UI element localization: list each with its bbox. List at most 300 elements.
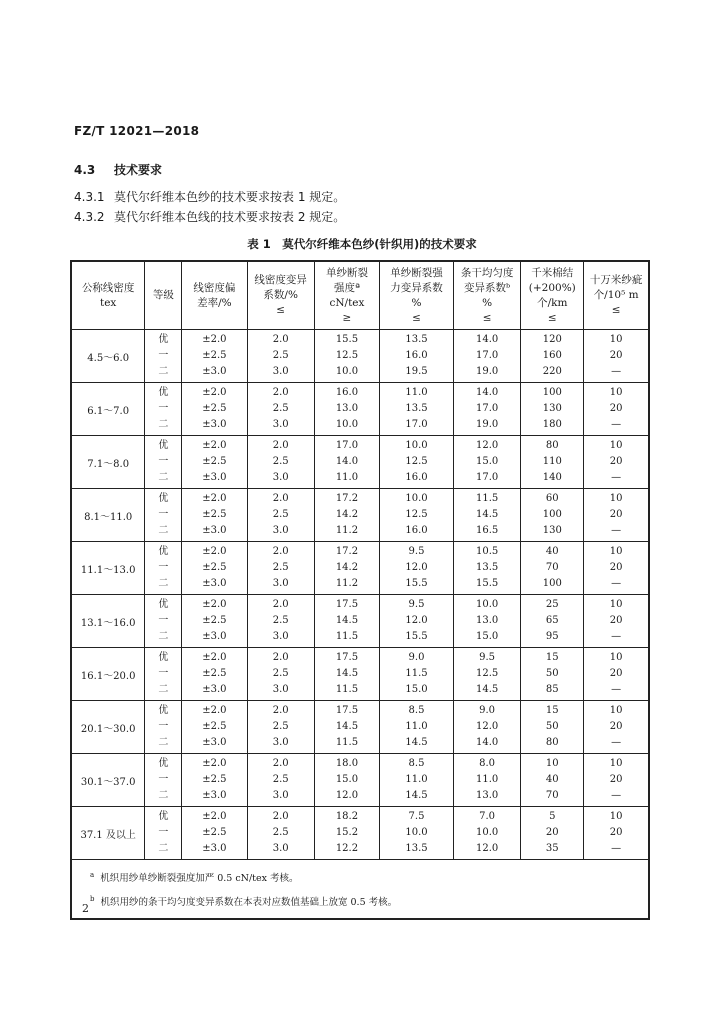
footnotes-cell	[71, 860, 649, 920]
yarn-faults-cell	[584, 701, 649, 754]
yarn-faults-cell	[584, 383, 649, 436]
density-deviation-value: ±3.0	[202, 737, 227, 748]
evenness-cv-value: 12.0	[475, 440, 499, 451]
header-line: 条干均匀度	[460, 266, 514, 279]
clause-text: 莫代尔纤维本色线的技术要求按表 2 规定。	[114, 210, 346, 224]
yarn-faults-value: 10	[609, 546, 623, 557]
header-line: ≤	[276, 304, 286, 316]
density-cv-cell	[247, 701, 314, 754]
yarn-faults-value: 10	[609, 440, 623, 451]
density-deviation-value: ±2.0	[202, 387, 227, 398]
density-cv-cell	[247, 807, 314, 860]
strength-cv-value: 10.0	[405, 440, 428, 451]
strength-cv-cell	[380, 383, 454, 436]
yarn-faults-value: 10	[609, 705, 623, 716]
breaking-strength-cell	[314, 436, 379, 489]
table-title: 表 1 莫代尔纤维本色纱(针织用)的技术要求	[247, 237, 477, 251]
density-deviation-value: ±3.0	[202, 419, 227, 430]
header-line: cN/tex	[329, 296, 365, 309]
yarn-faults-value: 10	[609, 758, 623, 769]
table-row	[71, 542, 649, 595]
neps-cell	[521, 807, 584, 860]
grade-cell	[145, 489, 182, 542]
yarn-faults-value: 10	[609, 493, 623, 504]
evenness-cv-value: 16.5	[475, 525, 499, 536]
neps-value: 100	[542, 509, 562, 520]
breaking-strength-cell	[314, 648, 379, 701]
evenness-cv-value: 14.5	[475, 509, 499, 520]
evenness-cv-value: 17.0	[475, 350, 499, 361]
evenness-cv-value: 17.0	[475, 403, 499, 414]
density-deviation-cell	[182, 701, 247, 754]
evenness-cv-value: 9.5	[479, 652, 496, 663]
density-deviation-value: ±2.5	[202, 403, 227, 414]
evenness-cv-value: 14.0	[475, 387, 499, 398]
density-deviation-value: ±3.0	[202, 472, 227, 483]
breaking-strength-cell	[314, 542, 379, 595]
header-line: 个/km	[537, 296, 568, 309]
breaking-strength-value: 17.5	[335, 705, 359, 716]
grade-label: 一	[158, 562, 169, 573]
table-row	[71, 595, 649, 648]
strength-cv-value: 12.0	[405, 562, 428, 573]
yarn-faults-value: 10	[609, 387, 623, 398]
yarn-faults-cell	[584, 330, 649, 383]
yarn-faults-value: 20	[609, 350, 623, 361]
breaking-strength-value: 16.0	[335, 387, 359, 398]
clause-text: 莫代尔纤维本色纱的技术要求按表 1 规定。	[114, 190, 346, 204]
grade-cell	[145, 807, 182, 860]
footnote	[90, 889, 648, 913]
yarn-faults-value: —	[611, 525, 622, 536]
yarn-faults-value: 20	[609, 774, 623, 785]
density-deviation-value: ±3.0	[202, 790, 227, 801]
density-cv-value: 3.0	[272, 843, 289, 854]
neps-value: 220	[542, 366, 562, 377]
strength-cv-cell	[380, 330, 454, 383]
neps-value: 65	[545, 615, 559, 626]
col-evenness-cv-header	[453, 261, 520, 330]
density-cv-value: 3.0	[272, 366, 289, 377]
strength-cv-cell	[380, 807, 454, 860]
density-deviation-cell	[182, 436, 247, 489]
density-cv-value: 2.5	[272, 721, 289, 732]
strength-cv-value: 15.5	[405, 631, 428, 642]
header-line: 个/10⁵ m	[593, 289, 639, 301]
density-deviation-value: ±2.0	[202, 705, 227, 716]
density-cv-value: 3.0	[272, 419, 289, 430]
header-line: 单纱断裂强	[390, 266, 443, 279]
grade-label: 优	[158, 652, 169, 663]
evenness-cv-value: 11.5	[475, 493, 499, 504]
breaking-strength-value: 12.2	[335, 843, 359, 854]
grade-cell	[145, 330, 182, 383]
breaking-strength-value: 14.5	[335, 721, 359, 732]
table-row	[71, 701, 649, 754]
neps-value: 130	[542, 403, 562, 414]
evenness-cv-cell	[453, 648, 520, 701]
strength-cv-cell	[380, 701, 454, 754]
strength-cv-value: 11.0	[405, 774, 428, 785]
strength-cv-value: 7.5	[408, 811, 425, 822]
grade-label: 二	[158, 737, 169, 748]
density-deviation-value: ±2.0	[202, 334, 227, 345]
header-line: %	[411, 296, 422, 309]
grade-cell	[145, 701, 182, 754]
density-cv-value: 2.0	[272, 493, 289, 504]
strength-cv-value: 13.5	[405, 334, 428, 345]
grade-label: 二	[158, 419, 169, 430]
neps-value: 50	[545, 721, 559, 732]
nominal-density-cell: 13.1～16.0	[71, 595, 145, 648]
col-neps-header	[521, 261, 584, 330]
yarn-faults-cell	[584, 595, 649, 648]
header-line: 千米棉结	[531, 266, 574, 279]
footnotes-row	[71, 860, 649, 920]
col-nominal-density-header	[71, 261, 145, 330]
strength-cv-value: 10.0	[405, 827, 428, 838]
yarn-faults-cell	[584, 489, 649, 542]
strength-cv-cell	[380, 436, 454, 489]
evenness-cv-value: 11.0	[475, 774, 499, 785]
density-deviation-value: ±3.0	[202, 578, 227, 589]
evenness-cv-value: 19.0	[475, 419, 499, 430]
evenness-cv-cell	[453, 807, 520, 860]
evenness-cv-value: 12.5	[475, 668, 499, 679]
density-cv-value: 3.0	[272, 790, 289, 801]
evenness-cv-value: 17.0	[475, 472, 499, 483]
breaking-strength-value: 12.0	[335, 790, 359, 801]
evenness-cv-value: 10.5	[475, 546, 499, 557]
breaking-strength-value: 18.0	[335, 758, 359, 769]
breaking-strength-value: 17.5	[335, 599, 359, 610]
grade-label: 一	[158, 403, 169, 414]
yarn-faults-value: —	[611, 472, 622, 483]
header-line: ≤	[611, 304, 621, 316]
density-cv-value: 2.0	[272, 811, 289, 822]
breaking-strength-value: 11.2	[335, 525, 359, 536]
grade-label: 优	[158, 546, 169, 557]
breaking-strength-value: 12.5	[335, 350, 359, 361]
neps-value: 15	[545, 652, 559, 663]
strength-cv-cell	[380, 754, 454, 807]
neps-cell	[521, 701, 584, 754]
grade-label: 优	[158, 811, 169, 822]
header-line: 等级	[152, 289, 174, 301]
density-cv-cell	[247, 436, 314, 489]
density-cv-value: 2.0	[272, 387, 289, 398]
neps-value: 140	[542, 472, 562, 483]
density-deviation-cell	[182, 807, 247, 860]
density-cv-value: 2.5	[272, 827, 289, 838]
neps-cell	[521, 330, 584, 383]
section-heading	[74, 161, 162, 178]
neps-value: 160	[542, 350, 562, 361]
neps-cell	[521, 542, 584, 595]
breaking-strength-value: 14.5	[335, 615, 359, 626]
density-cv-value: 2.5	[272, 509, 289, 520]
header-line: 差率/%	[197, 296, 232, 309]
breaking-strength-value: 11.5	[335, 684, 359, 695]
nominal-density-cell: 7.1～8.0	[71, 436, 145, 489]
yarn-faults-value: 20	[609, 403, 623, 414]
grade-label: 二	[158, 790, 169, 801]
footnote-mark: b	[90, 895, 95, 904]
density-deviation-value: ±2.0	[202, 440, 227, 451]
neps-value: 180	[542, 419, 562, 430]
grade-label: 优	[158, 758, 169, 769]
breaking-strength-value: 11.2	[335, 578, 359, 589]
density-cv-value: 2.0	[272, 599, 289, 610]
evenness-cv-value: 10.0	[475, 827, 499, 838]
nominal-density-cell: 16.1～20.0	[71, 648, 145, 701]
breaking-strength-value: 17.0	[335, 440, 359, 451]
strength-cv-value: 13.5	[405, 843, 428, 854]
footnote	[90, 865, 648, 889]
evenness-cv-value: 14.0	[475, 737, 499, 748]
neps-cell	[521, 754, 584, 807]
section-title: 技术要求	[114, 163, 163, 177]
nominal-density-cell: 20.1～30.0	[71, 701, 145, 754]
density-cv-value: 2.5	[272, 403, 289, 414]
strength-cv-value: 15.5	[405, 578, 428, 589]
density-deviation-value: ±2.5	[202, 562, 227, 573]
clause-number: 4.3.2	[74, 210, 105, 224]
strength-cv-value: 11.0	[405, 387, 428, 398]
evenness-cv-value: 12.0	[475, 843, 499, 854]
grade-label: 二	[158, 472, 169, 483]
header-line: ≤	[482, 311, 492, 324]
neps-cell	[521, 436, 584, 489]
density-deviation-cell	[182, 489, 247, 542]
neps-value: 120	[542, 334, 562, 345]
density-cv-value: 3.0	[272, 472, 289, 483]
table-row	[71, 648, 649, 701]
nominal-density-cell: 11.1～13.0	[71, 542, 145, 595]
clause-number: 4.3.1	[74, 190, 105, 204]
evenness-cv-cell	[453, 330, 520, 383]
spec-table	[70, 260, 650, 920]
breaking-strength-value: 14.2	[335, 562, 359, 573]
strength-cv-value: 14.5	[405, 790, 428, 801]
neps-value: 40	[545, 774, 559, 785]
grade-label: 一	[158, 509, 169, 520]
density-cv-value: 2.5	[272, 668, 289, 679]
density-deviation-value: ±2.0	[202, 811, 227, 822]
evenness-cv-cell	[453, 701, 520, 754]
breaking-strength-value: 15.5	[335, 334, 359, 345]
breaking-strength-cell	[314, 595, 379, 648]
yarn-faults-value: 10	[609, 811, 623, 822]
evenness-cv-cell	[453, 754, 520, 807]
yarn-faults-value: —	[611, 419, 622, 430]
evenness-cv-cell	[453, 383, 520, 436]
density-cv-cell	[247, 383, 314, 436]
density-cv-value: 2.5	[272, 456, 289, 467]
neps-value: 95	[545, 631, 559, 642]
density-cv-value: 2.0	[272, 758, 289, 769]
density-deviation-cell	[182, 383, 247, 436]
density-cv-cell	[247, 330, 314, 383]
col-density-cv-header	[247, 261, 314, 330]
breaking-strength-value: 17.5	[335, 652, 359, 663]
header-line: 线密度变异	[254, 274, 307, 286]
strength-cv-value: 12.0	[405, 615, 428, 626]
strength-cv-value: 9.5	[408, 599, 425, 610]
breaking-strength-cell	[314, 701, 379, 754]
grade-label: 一	[158, 456, 169, 467]
evenness-cv-value: 9.0	[479, 705, 496, 716]
density-deviation-value: ±2.5	[202, 721, 227, 732]
breaking-strength-value: 14.2	[335, 509, 359, 520]
col-breaking-strength-header	[314, 261, 379, 330]
header-line: 变异系数ᵇ	[464, 281, 511, 294]
density-cv-cell	[247, 754, 314, 807]
table-header-row	[71, 261, 649, 330]
evenness-cv-value: 14.5	[475, 684, 499, 695]
neps-cell	[521, 595, 584, 648]
neps-value: 80	[545, 440, 559, 451]
strength-cv-value: 16.0	[405, 472, 428, 483]
breaking-strength-cell	[314, 383, 379, 436]
nominal-density-cell: 6.1～7.0	[71, 383, 145, 436]
evenness-cv-cell	[453, 489, 520, 542]
evenness-cv-value: 13.0	[475, 790, 499, 801]
density-deviation-value: ±2.5	[202, 350, 227, 361]
grade-cell	[145, 383, 182, 436]
density-deviation-cell	[182, 595, 247, 648]
breaking-strength-value: 17.2	[335, 493, 359, 504]
density-deviation-cell	[182, 330, 247, 383]
evenness-cv-value: 12.0	[475, 721, 499, 732]
header-line: %	[482, 296, 493, 309]
breaking-strength-cell	[314, 754, 379, 807]
header-line: ≤	[412, 311, 421, 324]
yarn-faults-value: 10	[609, 334, 623, 345]
neps-value: 25	[545, 599, 559, 610]
density-cv-value: 2.5	[272, 350, 289, 361]
yarn-faults-value: —	[611, 578, 622, 589]
footnote-mark: a	[90, 871, 95, 879]
breaking-strength-value: 14.0	[335, 456, 359, 467]
neps-value: 100	[542, 387, 562, 398]
yarn-faults-cell	[584, 754, 649, 807]
nominal-density-cell: 37.1 及以上	[71, 807, 145, 860]
table-row	[71, 754, 649, 807]
breaking-strength-value: 11.5	[335, 737, 359, 748]
neps-value: 60	[545, 493, 559, 504]
grade-label: 一	[158, 615, 169, 626]
strength-cv-value: 16.0	[405, 350, 428, 361]
breaking-strength-value: 15.0	[335, 774, 359, 785]
header-line: 系数/%	[263, 289, 298, 301]
density-cv-cell	[247, 595, 314, 648]
density-cv-value: 3.0	[272, 684, 289, 695]
yarn-faults-cell	[584, 542, 649, 595]
neps-cell	[521, 648, 584, 701]
evenness-cv-value: 13.5	[475, 562, 499, 573]
strength-cv-cell	[380, 648, 454, 701]
neps-value: 50	[545, 668, 559, 679]
density-deviation-value: ±3.0	[202, 366, 227, 377]
grade-label: 优	[158, 440, 169, 451]
yarn-faults-value: —	[611, 843, 622, 854]
evenness-cv-value: 15.0	[475, 456, 499, 467]
yarn-faults-value: 20	[609, 615, 623, 626]
yarn-faults-value: 20	[609, 509, 623, 520]
strength-cv-value: 11.0	[405, 721, 428, 732]
breaking-strength-cell	[314, 489, 379, 542]
yarn-faults-value: —	[611, 737, 622, 748]
density-cv-value: 2.0	[272, 440, 289, 451]
grade-label: 一	[158, 668, 169, 679]
evenness-cv-value: 7.0	[479, 811, 496, 822]
density-deviation-value: ±2.0	[202, 652, 227, 663]
neps-value: 100	[542, 578, 562, 589]
density-deviation-value: ±2.0	[202, 758, 227, 769]
grade-label: 二	[158, 684, 169, 695]
header-line: 单纱断裂	[325, 266, 368, 279]
neps-value: 40	[545, 546, 559, 557]
density-deviation-cell	[182, 648, 247, 701]
density-deviation-value: ±3.0	[202, 631, 227, 642]
evenness-cv-value: 14.0	[475, 334, 499, 345]
table-row	[71, 489, 649, 542]
grade-label: 二	[158, 366, 169, 377]
density-deviation-value: ±3.0	[202, 843, 227, 854]
density-deviation-value: ±2.0	[202, 546, 227, 557]
header-line: (+200%)	[528, 281, 576, 294]
document-code: FZ/T 12021—2018	[74, 124, 200, 138]
yarn-faults-value: —	[611, 790, 622, 801]
grade-cell	[145, 542, 182, 595]
strength-cv-value: 9.5	[408, 546, 425, 557]
grade-cell	[145, 648, 182, 701]
grade-label: 一	[158, 827, 169, 838]
page-number: 2	[82, 902, 89, 915]
clause-4-3-2	[74, 208, 345, 225]
strength-cv-value: 16.0	[405, 525, 428, 536]
neps-value: 85	[545, 684, 559, 695]
neps-value: 15	[545, 705, 559, 716]
header-line: 强度ª	[333, 281, 360, 294]
density-deviation-value: ±2.5	[202, 456, 227, 467]
density-deviation-value: ±3.0	[202, 525, 227, 536]
breaking-strength-cell	[314, 330, 379, 383]
yarn-faults-value: —	[611, 684, 622, 695]
density-deviation-cell	[182, 754, 247, 807]
breaking-strength-value: 17.2	[335, 546, 359, 557]
density-cv-value: 2.0	[272, 334, 289, 345]
table-row	[71, 330, 649, 383]
yarn-faults-value: 20	[609, 721, 623, 732]
header-line: tex	[100, 296, 117, 309]
density-cv-value: 3.0	[272, 578, 289, 589]
density-deviation-value: ±2.5	[202, 509, 227, 520]
yarn-faults-cell	[584, 648, 649, 701]
yarn-faults-value: 20	[609, 562, 623, 573]
section-number: 4.3	[74, 163, 96, 177]
breaking-strength-value: 13.0	[335, 403, 359, 414]
evenness-cv-value: 19.0	[475, 366, 499, 377]
grade-cell	[145, 595, 182, 648]
density-cv-value: 2.5	[272, 774, 289, 785]
strength-cv-value: 19.5	[405, 366, 428, 377]
strength-cv-value: 8.5	[408, 758, 425, 769]
grade-label: 优	[158, 493, 169, 504]
neps-cell	[521, 383, 584, 436]
grade-label: 一	[158, 774, 169, 785]
